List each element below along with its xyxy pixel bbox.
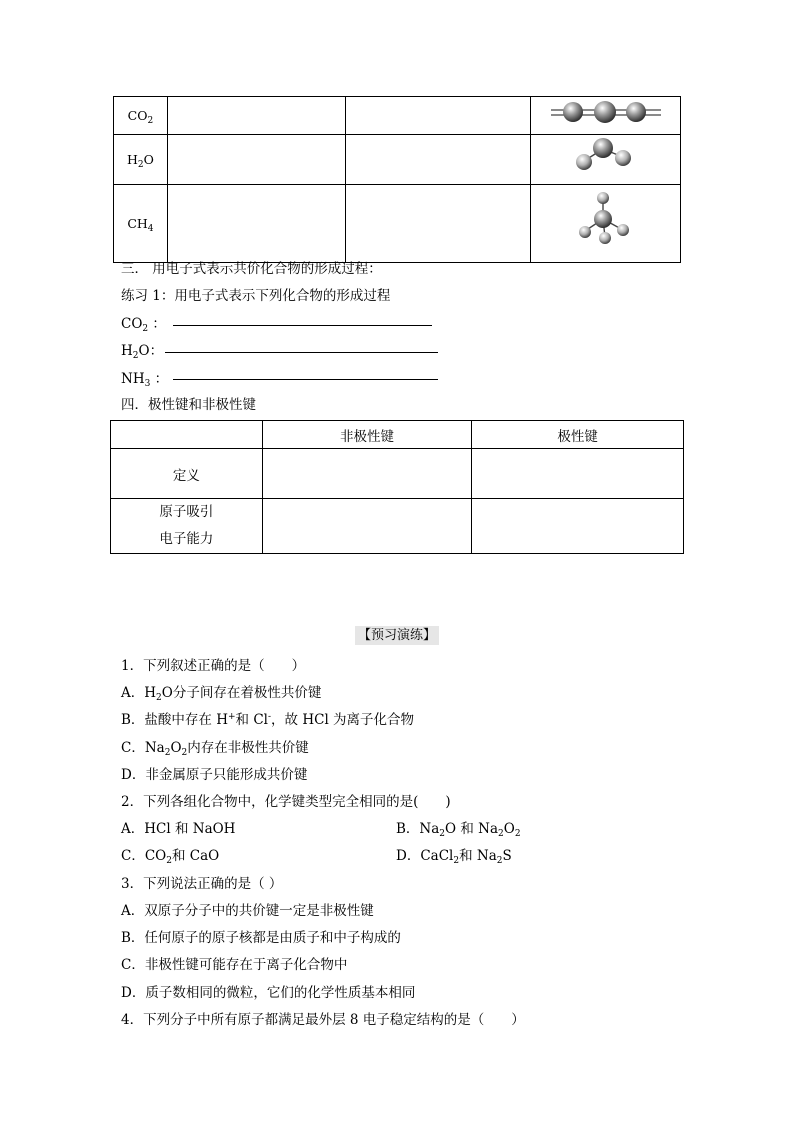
row-header-definition: 定义 xyxy=(111,449,263,499)
empty-cell xyxy=(167,135,345,185)
question-2-stem: 2．下列各组化合物中，化学键类型完全相同的是( ) xyxy=(121,794,451,810)
model-cell xyxy=(530,97,680,135)
question-3-option-c[interactable]: C．非极性键可能存在于离子化合物中 xyxy=(121,957,348,973)
formula-cell: $CO_2$ xyxy=(114,97,168,135)
h2o-formation-label: $H_2O$： xyxy=(121,343,164,361)
formula-cell: $H_2O$ xyxy=(114,135,168,185)
ch4-model-icon xyxy=(531,185,680,259)
table-row xyxy=(114,135,681,185)
empty-cell xyxy=(167,97,345,135)
question-1-option-a[interactable]: A．$H_2O$分子间存在着极性共价键 xyxy=(121,685,322,703)
question-1-option-d[interactable]: D．非金属原子只能形成共价键 xyxy=(121,767,308,783)
empty-cell xyxy=(472,449,684,499)
empty-cell xyxy=(111,421,263,449)
empty-cell xyxy=(345,135,530,185)
section4-heading: 四．极性键和非极性键 xyxy=(121,397,256,413)
empty-cell xyxy=(167,185,345,263)
column-header-polar: 极性键 xyxy=(472,421,684,449)
row-header-electron-attraction: 原子吸引 电子能力 xyxy=(111,499,263,554)
question-3-option-b[interactable]: B．任何原子的原子核都是由质子和中子构成的 xyxy=(121,930,401,946)
question-3-option-d[interactable]: D．质子数相同的微粒，它们的化学性质基本相同 xyxy=(121,985,416,1001)
question-1-option-b[interactable]: B．盐酸中存在 H+和 Cl-，故 HCl 为离子化合物 xyxy=(121,712,415,728)
table-row xyxy=(111,449,684,499)
molecule-table xyxy=(113,96,681,263)
question-2-option-d[interactable]: D．CaCl$_2$和 $Na_2S$ xyxy=(396,848,512,866)
empty-cell xyxy=(262,499,472,554)
table-row xyxy=(111,499,684,554)
co2-formation-label: $CO_2$ ： xyxy=(121,316,166,334)
empty-cell xyxy=(472,499,684,554)
empty-cell xyxy=(262,449,472,499)
model-cell xyxy=(530,135,680,185)
table-row xyxy=(114,185,681,263)
empty-cell xyxy=(345,185,530,263)
co2-model-icon xyxy=(531,97,680,131)
question-3-option-a[interactable]: A．双原子分子中的共价键一定是非极性键 xyxy=(121,903,374,919)
model-cell xyxy=(530,185,680,263)
question-1-stem: 1．下列叙述正确的是（ ） xyxy=(121,658,306,674)
column-header-nonpolar: 非极性键 xyxy=(262,421,472,449)
h2o-model-icon xyxy=(531,135,680,181)
empty-cell xyxy=(345,97,530,135)
question-2-option-b[interactable]: B．$Na_2O$ 和 $Na_2O_2$ xyxy=(396,821,521,839)
co2-answer-line[interactable] xyxy=(173,325,432,326)
practice-title: 【预习演练】 xyxy=(355,626,439,645)
exercise-1-title: 练习 1：用电子式表示下列化合物的形成过程 xyxy=(121,288,391,304)
h2o-answer-line[interactable] xyxy=(165,352,438,353)
question-2-option-c[interactable]: C．$CO_2$和 CaO xyxy=(121,848,220,866)
question-3-stem: 3．下列说法正确的是（ ） xyxy=(121,876,283,892)
table-row xyxy=(114,97,681,135)
section3-heading: 三． 用电子式表示共价化合物的形成过程： xyxy=(121,261,382,277)
formula-cell: $CH_4$ xyxy=(114,185,168,263)
question-4-stem: 4．下列分子中所有原子都满足最外层 8 电子稳定结构的是（ ） xyxy=(121,1012,525,1028)
question-1-option-c[interactable]: C．$Na_2O_2$内存在非极性共价键 xyxy=(121,740,309,758)
bond-comparison-table xyxy=(110,420,684,554)
nh3-formation-label: $NH_3$ ： xyxy=(121,371,169,389)
table-row xyxy=(111,421,684,449)
question-2-option-a[interactable]: A．HCl 和 NaOH xyxy=(121,821,236,837)
nh3-answer-line[interactable] xyxy=(173,379,438,380)
